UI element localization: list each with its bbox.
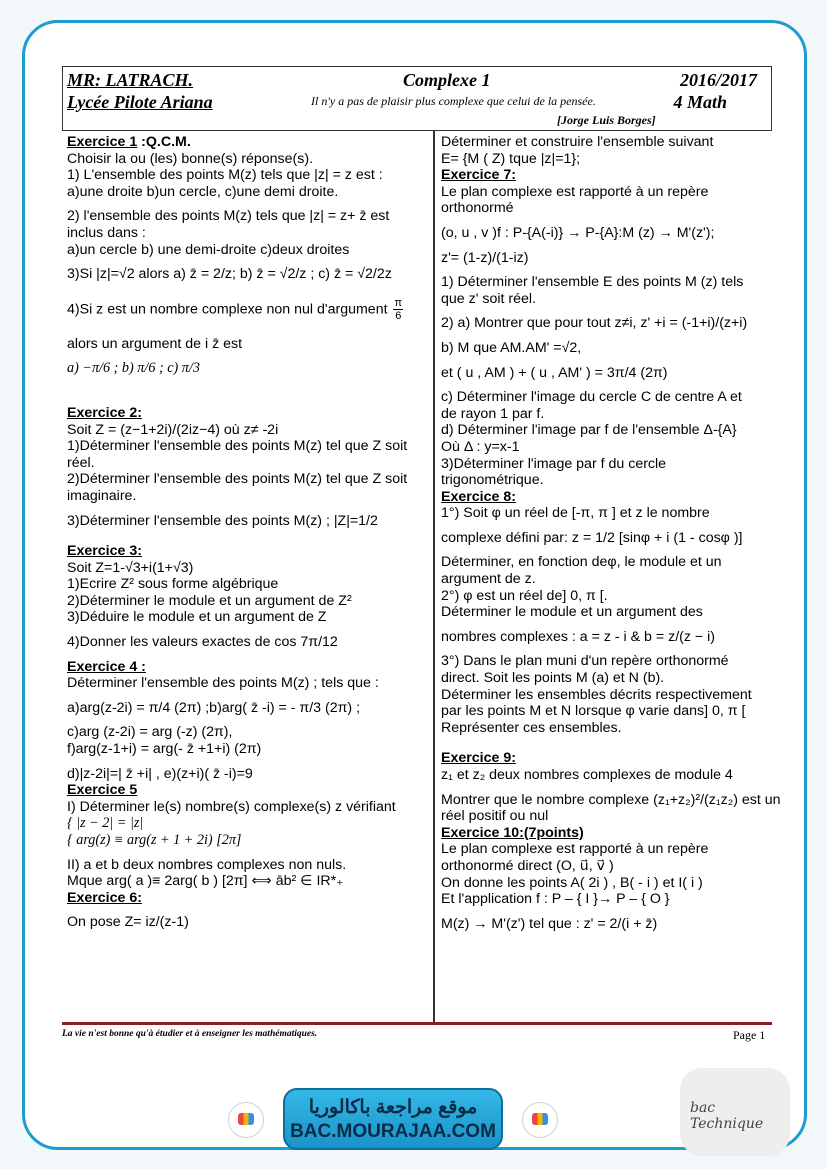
site-logo-icon [522,1102,558,1138]
ex10-line: orthonormé direct (O, u⃗, v⃗ ) [441,857,614,874]
ex4-line: c)arg (z-2i) = arg (-z) (2π), [67,724,233,741]
ex2-line: imaginaire. [67,487,137,504]
ex9-line: z₁ et z₂ deux nombres complexes de module 4 [441,767,733,783]
banner-url[interactable]: BAC.MOURAJAA.COM [290,1121,496,1142]
ex9-line: réel positif ou nul [441,808,549,825]
ex1-line: 4)Si z est un nombre complexe non nul d'argument [67,301,392,317]
ex1-line: a)une droite b)un cercle, c)une demi droite. [67,183,339,200]
ex1-line: alors un argument de i z̄ est [67,335,243,352]
ex4-line: d)|z-2i|=| z̄ +i| , e)(z+i)( z̄ -i)=9 [67,765,253,782]
ex7-line: 3)Déterminer l'image par f du cercle [441,455,667,472]
exercise-7-title: Exercice 7: [441,167,516,184]
ex7-line: trigonométrique. [441,472,544,489]
ex1-line: Choisir la ou (les) bonne(s) réponse(s). [67,150,314,167]
badge-text: bac Technique [690,1100,764,1132]
ex5-system-line: { arg(z) ≡ arg(z + 1 + 2i) [2π] [67,832,242,848]
ex7-line: b) M que AM.AM' =√2, [441,339,582,356]
ex7-line: de rayon 1 par f. [441,405,545,422]
ex1-options: a) −π/6 ; b) π/6 ; c) π/3 [67,360,200,377]
ex8-line: argument de z. [441,571,536,588]
ex8-line: complexe défini par: z = 1/2 [sinφ + i (1 - cosφ )] [441,529,743,546]
ex4-line: a)arg(z-2i) = π/4 (2π) ;b)arg( z̄ -i) = - π/3 (2π) ; [67,699,361,716]
ex2-line: 3)Déterminer l'ensemble des points M(z) ; |Z|=1/2 [67,512,378,529]
ex8-line: 2°) φ est un réel de] 0, π [. [441,587,608,604]
ex2-line: 2)Déterminer l'ensemble des points M(z) tel que Z soit [67,471,408,488]
ex1-line: a)un cercle b) une demi-droite c)deux droites [67,241,350,258]
school-year: 2016/2017 [679,70,757,90]
exercise-5-title: Exercice 5 [67,782,138,799]
ex2-line: 1)Déterminer l'ensemble des points M(z) tel que Z soit [67,438,408,455]
ex7-line: Où Δ : y=x-1 [441,438,520,455]
ex7-line: 1) Déterminer l'ensemble E des points M (z) tels [441,274,744,291]
ex7-line: c) Déterminer l'image du cercle C de centre A et [441,389,742,406]
teacher-name: MR: LATRACH. [67,70,194,90]
ex7-line: z'= (1-z)/(1-iz) [441,249,529,266]
ex7-line: d) Déterminer l'image par f de l'ensemble Δ-{A} [441,422,737,439]
exercise-3-title: Exercice 3: [67,543,142,560]
ex8-line: Déterminer les ensembles décrits respectivement [441,686,752,703]
column-divider [433,131,435,1023]
ex8-line: Déterminer, en fonction deφ, le module et un [441,554,722,571]
ex5-line: II) a et b deux nombres complexes non nuls. [67,856,347,873]
ex1-line: 2) l'ensemble des points M(z) tels que |z| = z+ z̄ est [67,208,390,225]
ex7-line: orthonormé [441,200,514,217]
ex8-line: Déterminer le module et un argument des [441,604,703,621]
ex6-line: On pose Z= iz/(z-1) [67,914,189,931]
ex10-line: On donne les points A( 2i ) , B( - i ) et I( i ) [441,874,703,891]
ex3-line: 4)Donner les valeurs exactes de cos 7π/12 [67,634,338,651]
ex1-line: inclus dans : [67,224,146,241]
ex2-line: Soit Z = (z−1+2i)/(2iz−4) où z≠ -2i [67,421,279,438]
ex7-line: et ( u , AM ) + ( u , AM' ) = 3π/4 (2π) [441,364,668,381]
document-header [62,66,772,131]
footer-rule [62,1022,772,1025]
ex8-line: 1°) Soit φ un réel de [-π, π ] et z le nombre [441,505,710,522]
class-level: 4 Math [673,92,727,112]
exercise-1-title: Exercice 1 [67,134,138,150]
school-name: Lycée Pilote Ariana [67,92,213,112]
ex8-line: Représenter ces ensembles. [441,719,622,736]
bac-technique-badge [680,1068,790,1156]
ex7-line: que z' soit réel. [441,290,536,307]
ex2-line: réel. [67,454,95,471]
ex3-line: Soit Z=1-√3+i(1+√3) [67,559,194,576]
fraction: $\frac{\pi}{6}$ [394,296,403,322]
ex8-line: 3°) Dans le plan muni d'un repère orthonormé [441,653,729,670]
ex5-system-line: { |z − 2| = |z| [67,815,144,832]
ex8-line: direct. Soit les points M (a) et N (b). [441,670,665,687]
exercise-8-title: Exercice 8: [441,488,516,505]
exercise-10-title: Exercice 10:(7points) [441,824,584,841]
page-number: Page 1 [733,1028,766,1042]
ex4-line: f)arg(z-1+i) = arg(- z̄ +1+i) (2π) [67,741,262,758]
ex6-line: E= {M ( Z) tque |z|=1}; [441,150,581,167]
banner-arabic-text: موقع مراجعة باكالوريا [308,1097,478,1118]
footer-motto: La vie n'est bonne qu'à étudier et à enseigner les mathématiques. [62,1029,318,1039]
ex3-line: 3)Déduire le module et un argument de Z [67,609,327,626]
header-quote: Il n'y a pas de plaisir plus complexe que celui de la pensée. [311,94,596,108]
ex6-line: Déterminer et construire l'ensemble suivant [441,134,714,150]
ex7-line: (o, u , v )f : P-{A(-i)} → P-{A}:M (z) → M'(z'); [441,224,715,241]
exercise-1-qcm: :Q.C.M. [137,134,191,150]
ex3-line: 1)Ecrire Z² sous forme algébrique [67,576,279,593]
quote-author: [Jorge Luis Borges] [557,113,656,127]
site-logo-icon [228,1102,264,1138]
exercise-9-title: Exercice 9: [441,750,516,767]
site-banner[interactable] [283,1088,503,1150]
ex1-line: 3)Si |z|=√2 alors a) z̄ = 2/z; b) z̄ = √2/z ; c) z̄ = √2/2z [67,266,392,283]
document-title: Complexe 1 [403,70,491,90]
ex4-line: Déterminer l'ensemble des points M(z) ; tels que : [67,675,379,692]
ex9-line: Montrer que le nombre complexe (z₁+z₂)²/(z₁z₂) est un [441,791,781,808]
ex10-line: Et l'application f : P – { I }→ P – { O } [441,891,670,908]
ex5-line: I) Déterminer le(s) nombre(s) complexe(s) z vérifiant [67,798,396,815]
ex8-line: par les points M et N lorsque φ varie dans] 0, π [ [441,703,746,720]
ex8-line: nombres complexes : a = z - i & b = z/(z − i) [441,628,715,645]
exercise-6-title: Exercice 6: [67,889,142,906]
ex10-line: M(z) → M'(z') tel que : z' = 2/(i + z̄) [441,915,658,932]
ex7-line: Le plan complexe est rapporté à un repère [441,183,709,200]
ex1-line: 1) L'ensemble des points M(z) tels que |z| = z est : [67,167,383,184]
exercise-2-title: Exercice 2: [67,404,142,421]
ex10-line: Le plan complexe est rapporté à un repère [441,841,709,858]
ex3-line: 2)Déterminer le module et un argument de Z² [67,592,352,609]
ex5-line: Mque arg( a )≡ 2arg( b ) [2π] ⟺ āb² ∈ IR*₊ [67,873,344,890]
left-column [67,134,427,931]
ex7-line: 2) a) Montrer que pour tout z≠i, z' +i = (-1+i)/(z+i) [441,315,748,332]
right-column [441,134,781,932]
exercise-4-title: Exercice 4 : [67,658,146,675]
